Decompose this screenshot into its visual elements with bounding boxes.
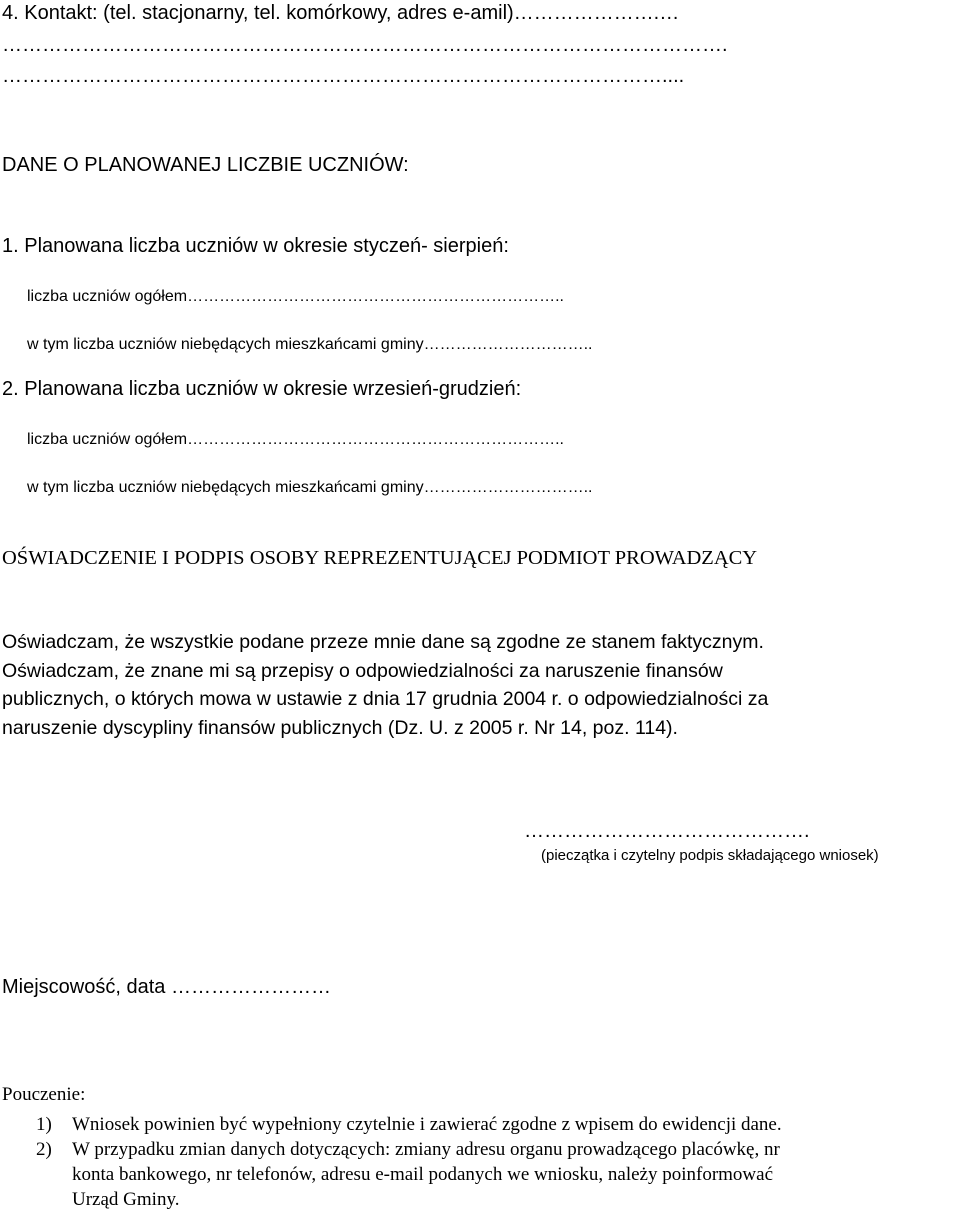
declaration-line: publicznych, o których mowa w ustawie z dnia 17 grudnia 2004 r. o odpowiedzialności za (2, 688, 769, 710)
list-item (2, 1112, 960, 1137)
period2-non-residents-field: w tym liczba uczniów niebędących mieszkańcami gminy………………………….. (27, 479, 593, 496)
contact-dots-line-2: ……………………………………………………………………………………….... (2, 65, 685, 87)
list-item-line: Wniosek powinien być wypełniony czytelnie i zawierać zgodne z wpisem do ewidencji dane. (72, 1114, 782, 1135)
list-item-line: konta bankowego, nr telefonów, adresu e-mail podanych we wniosku, należy poinformować (72, 1164, 774, 1185)
list-item-line: W przypadku zmian danych dotyczących: zmiany adresu organu prowadzącego placówkę, nr (72, 1139, 780, 1160)
place-date-dots: …………………… (165, 976, 331, 998)
declaration-heading: OŚWIADCZENIE I PODPIS OSOBY REPREZENTUJĄCEJ PODMIOT PROWADZĄCY (2, 547, 758, 569)
place-date-label: Miejscowość, data (2, 976, 166, 998)
period2-title: 2. Planowana liczba uczniów w okresie wrzesień-grudzień: (2, 378, 522, 400)
period1-title: 1. Planowana liczba uczniów w okresie styczeń- sierpień: (2, 235, 509, 257)
list-item-number: 1) (36, 1114, 52, 1135)
students-heading: DANE O PLANOWANEJ LICZBIE UCZNIÓW: (2, 154, 409, 176)
declaration-text (2, 628, 952, 742)
contact-dots-line-1: ………………………………………………………………………………………………. (2, 34, 728, 56)
period1-non-residents-field: w tym liczba uczniów niebędących mieszkańcami gminy………………………….. (27, 336, 593, 353)
declaration-line: Oświadczam, że wszystkie podane przeze mnie dane są zgodne ze stanem faktycznym. (2, 631, 764, 653)
instructions-heading: Pouczenie: (2, 1084, 86, 1105)
instructions-list (2, 1112, 960, 1212)
period1-total-field: liczba uczniów ogółem…………………………………………………………….. (27, 288, 564, 305)
signature-caption: (pieczątka i czytelny podpis składającego wniosek) (541, 847, 879, 864)
declaration-line: naruszenie dyscypliny finansów publicznych (Dz. U. z 2005 r. Nr 14, poz. 114). (2, 716, 678, 739)
contact-label: 4. Kontakt: (tel. stacjonarny, tel. komórkowy, adres e-amil)………………….… (2, 2, 680, 24)
list-item-line: Urząd Gminy. (72, 1189, 180, 1210)
place-date-field (2, 976, 331, 999)
list-item-number: 2) (36, 1139, 52, 1160)
signature-dots: ……………………………………. (524, 820, 810, 842)
list-item (2, 1137, 960, 1212)
period2-total-field: liczba uczniów ogółem…………………………………………………………….. (27, 431, 564, 448)
declaration-line: Oświadczam, że znane mi są przepisy o odpowiedzialności za naruszenie finansów (2, 659, 723, 682)
